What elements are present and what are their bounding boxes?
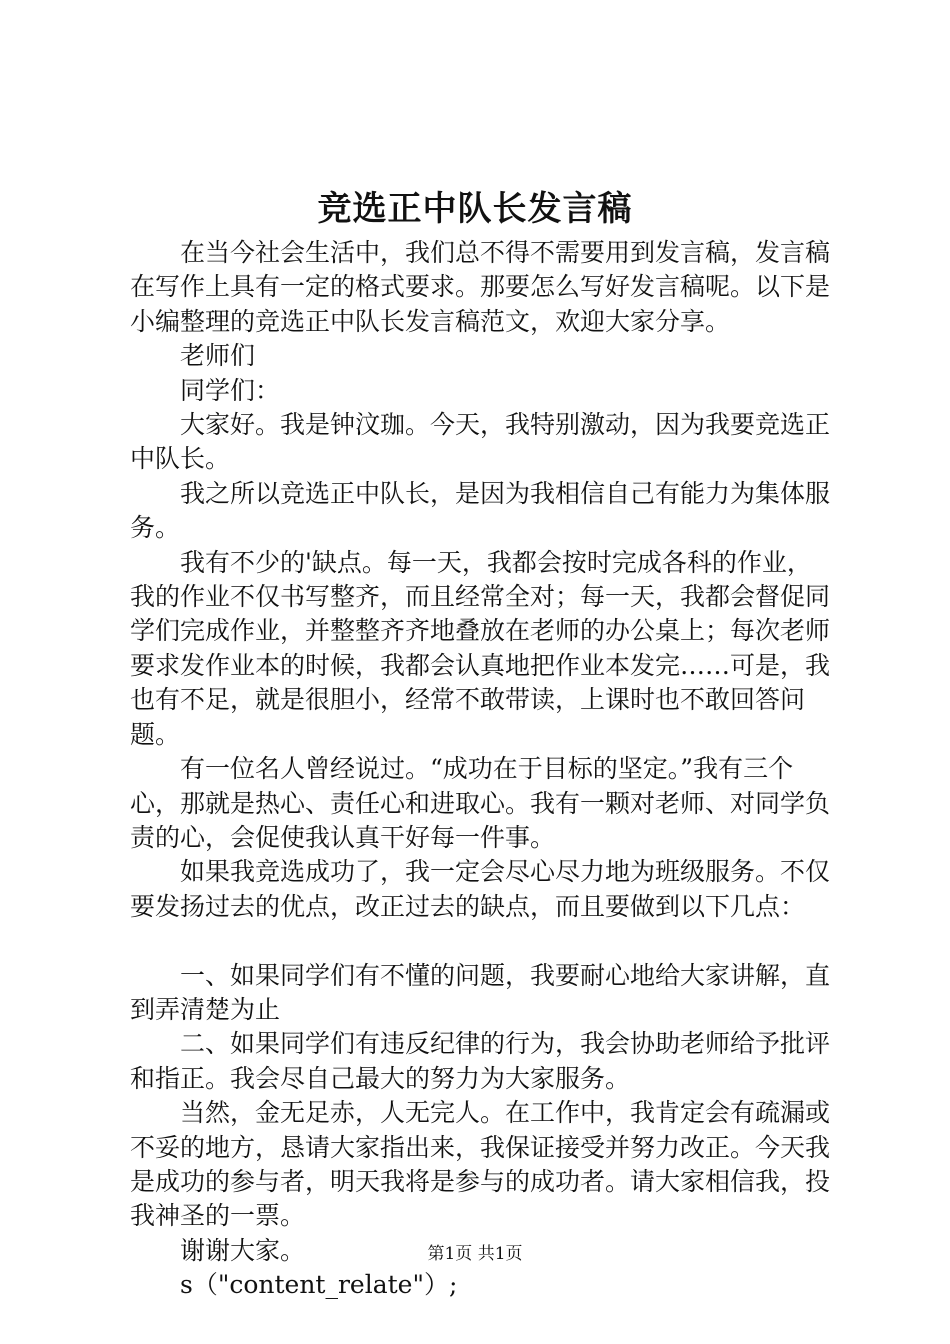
paragraph-strengths-weaknesses: 我有不少的'缺点。每一天，我都会按时完成各科的作业，我的作业不仅书写整齐，而且经常全对；每一天，我都会督促同学们完成作业，并整整齐齐地叠放在老师的办公桌上；每次老师要求发作业本的时候，我都会认真地把作业本发完……可是，我也有不足，就是很胆小，经常不敢带读，上课时也不敢回答问题。 bbox=[130, 547, 831, 749]
document-title: 竞选正中队长发言稿 bbox=[317, 189, 633, 229]
paragraph-intro: 在当今社会生活中，我们总不得不需要用到发言稿，发言稿在写作上具有一定的格式要求。那要怎么写好发言稿呢。以下是小编整理的竞选正中队长发言稿范文，欢迎大家分享。 bbox=[130, 238, 831, 336]
paragraph-thanks: 谢谢大家。 bbox=[180, 1235, 306, 1265]
paragraph-code-artifact: s（"content_relate"）; bbox=[180, 1270, 458, 1300]
paragraph-salutation-teachers: 老师们 bbox=[180, 341, 256, 371]
paragraph-salutation-students: 同学们： bbox=[180, 375, 281, 405]
paragraph-greeting: 大家好。我是钟汶珈。今天，我特别激动，因为我要竞选正中队长。 bbox=[130, 410, 831, 474]
paragraph-quote: 有一位名人曾经说过。“成功在于目标的坚定。”我有三个心，那就是热心、责任心和进取心。我有一颗对老师、对同学负责的心，会促使我认真干好每一件事。 bbox=[130, 754, 831, 852]
paragraph-point-two: 二、如果同学们有违反纪律的行为，我会协助老师给予批评和指正。我会尽自己最大的努力为大家服务。 bbox=[130, 1029, 831, 1093]
paragraph-point-one: 一、如果同学们有不懂的问题，我要耐心地给大家讲解，直到弄清楚为止 bbox=[130, 960, 831, 1024]
page-footer: 第1页 共1页 bbox=[427, 1244, 523, 1264]
document-body bbox=[130, 236, 832, 1303]
paragraph-reason: 我之所以竞选正中队长，是因为我相信自己有能力为集体服务。 bbox=[130, 478, 831, 543]
paragraph-promise: 如果我竞选成功了，我一定会尽心尽力地为班级服务。不仅要发扬过去的优点，改正过去的缺点，而且要做到以下几点： bbox=[130, 857, 831, 921]
paragraph-conclusion: 当然，金无足赤，人无完人。在工作中，我肯定会有疏漏或不妥的地方，恳请大家指出来，我保证接受并努力改正。今天我是成功的参与者，明天我将是参与的成功者。请大家相信我，投我神圣的一票。 bbox=[130, 1098, 831, 1231]
